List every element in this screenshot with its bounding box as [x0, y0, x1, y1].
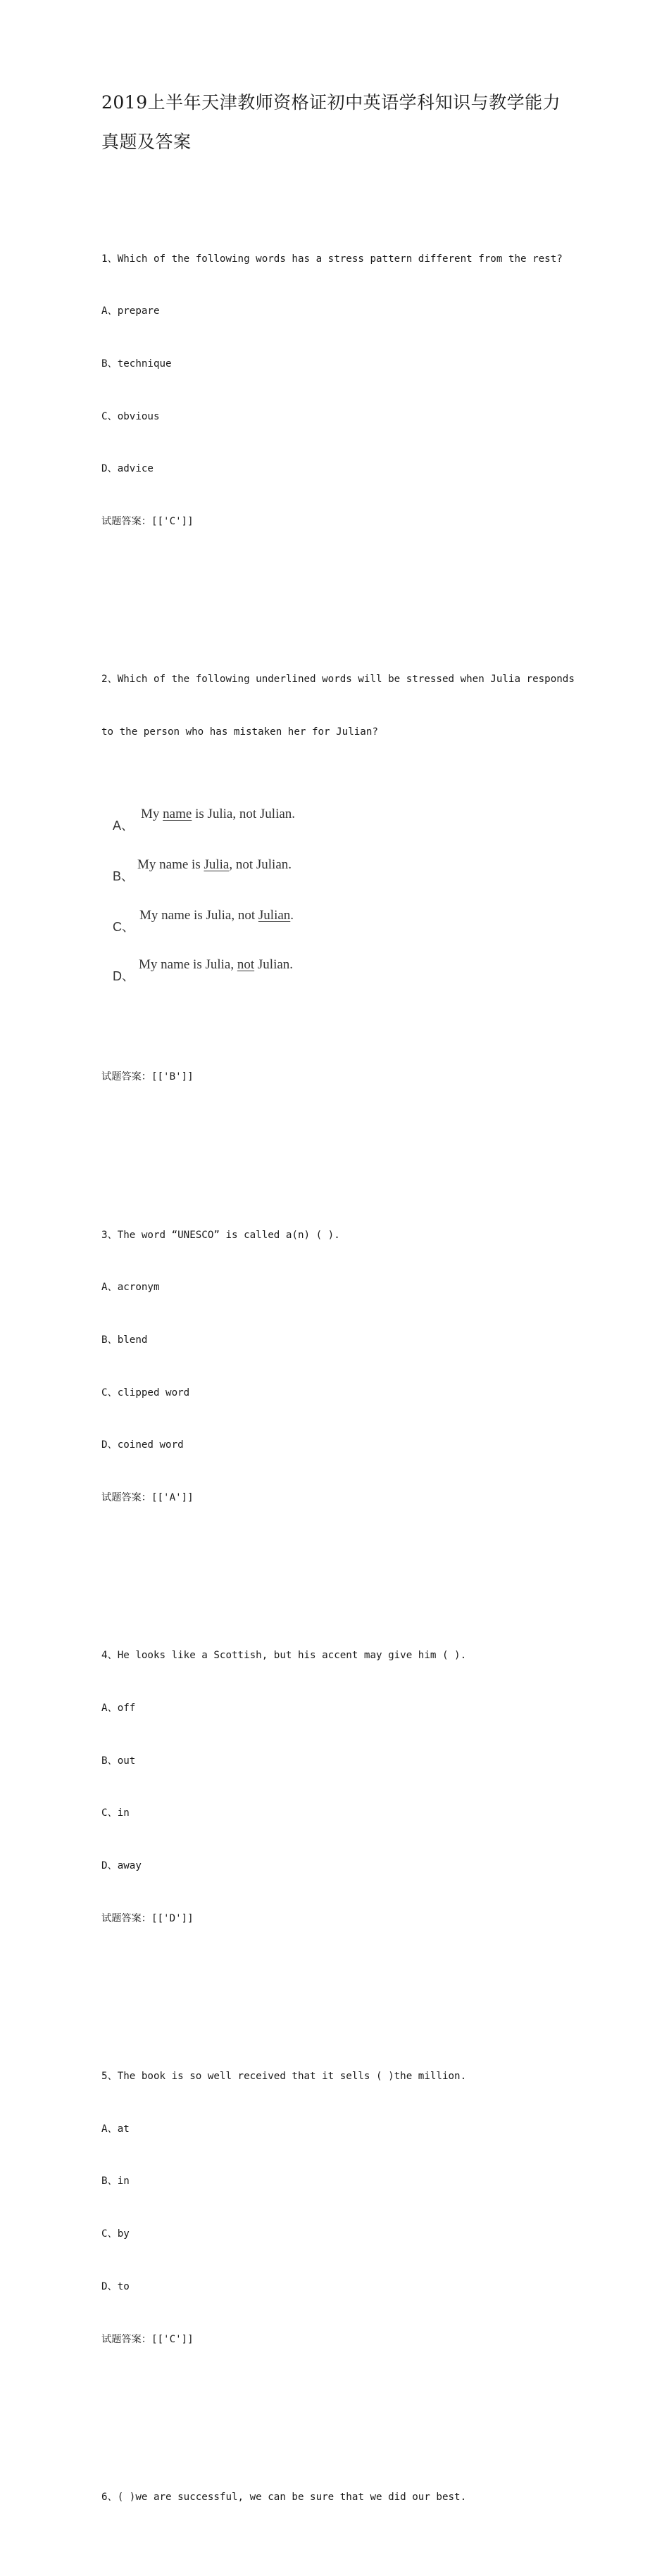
- question-1-stem: 1、Which of the following words has a stress pattern different from the rest?: [101, 253, 563, 265]
- question-2-image-options: [101, 796, 580, 1016]
- question-3-option-d: D、coined word: [101, 1439, 184, 1451]
- document-title: [101, 83, 580, 162]
- question-1-option-d: D、advice: [101, 463, 154, 475]
- underlined-word: Julian: [258, 907, 291, 923]
- option-sentence: [139, 956, 293, 974]
- question-2-option-d: [113, 956, 294, 985]
- document-page: [101, 83, 580, 2576]
- question-3: [101, 1192, 580, 1542]
- sentence-text: is Julia, not Julian.: [192, 806, 296, 821]
- document-title-line-1: 2019上半年天津教师资格证初中英语学科知识与教学能力: [101, 92, 561, 113]
- option-letter: C、: [113, 919, 135, 934]
- question-4-answer: 试题答案：[['D']]: [101, 1912, 194, 1924]
- question-2-option-b: [113, 857, 292, 885]
- question-4-option-c: C、in: [101, 1807, 130, 1819]
- question-3-option-b: B、blend: [101, 1334, 148, 1346]
- underlined-word: name: [163, 806, 192, 821]
- underlined-word: Julia: [204, 857, 230, 872]
- question-2: [101, 636, 580, 1121]
- question-5-option-b: B、in: [101, 2176, 130, 2187]
- question-5-answer: 试题答案：[['C']]: [101, 2333, 194, 2345]
- question-3-stem: 3、The word “UNESCO” is called a(n) ( ).: [101, 1229, 340, 1241]
- document-title-line-2: 真题及答案: [101, 132, 192, 152]
- question-2-option-a: [113, 806, 296, 834]
- question-4: [101, 1612, 580, 1962]
- question-1-answer: 试题答案：[['C']]: [101, 516, 194, 528]
- question-4-option-b: B、out: [101, 1755, 136, 1767]
- question-5-option-a: A、at: [101, 2123, 130, 2135]
- question-2-answer: 试题答案：[['B']]: [101, 1071, 194, 1083]
- option-letter: B、: [113, 869, 135, 883]
- option-sentence: [141, 806, 295, 823]
- question-1-option-c: C、obvious: [101, 410, 160, 422]
- option-letter: A、: [113, 818, 135, 833]
- question-4-option-a: A、off: [101, 1702, 136, 1714]
- question-3-option-c: C、clipped word: [101, 1387, 190, 1399]
- sentence-text: Julian.: [254, 956, 294, 972]
- question-4-stem: 4、He looks like a Scottish, but his accent may give him ( ).: [101, 1650, 467, 1662]
- option-sentence: [139, 907, 294, 925]
- question-2-option-c: [113, 907, 294, 935]
- sentence-text: .: [290, 907, 294, 923]
- question-5: [101, 2033, 580, 2383]
- sentence-text: My name is Julia,: [139, 956, 237, 972]
- question-3-option-a: A、acronym: [101, 1282, 160, 1294]
- question-1: [101, 215, 580, 566]
- sentence-text: My name is: [137, 857, 204, 872]
- option-sentence: [137, 857, 292, 874]
- question-6: [101, 2454, 580, 2542]
- sentence-text: My: [141, 806, 163, 821]
- question-list: [101, 162, 580, 2576]
- question-5-option-c: C、by: [101, 2228, 130, 2240]
- question-6-stem: 6、( )we are successful, we can be sure that we did our best.: [101, 2491, 467, 2503]
- sentence-text: My name is Julia, not: [139, 907, 258, 923]
- question-2-stem-line-2: to the person who has mistaken her for Julian?: [101, 726, 378, 738]
- underlined-word: not: [237, 956, 255, 972]
- question-1-option-a: A、prepare: [101, 305, 160, 317]
- sentence-text: , not Julian.: [229, 857, 292, 872]
- question-5-stem: 5、The book is so well received that it sells ( )the million.: [101, 2071, 467, 2082]
- question-3-answer: 试题答案：[['A']]: [101, 1492, 194, 1504]
- option-letter: D、: [113, 968, 135, 983]
- question-1-option-b: B、technique: [101, 358, 172, 370]
- question-4-option-d: D、away: [101, 1860, 142, 1872]
- question-5-option-d: D、to: [101, 2280, 130, 2292]
- question-2-stem-line-1: 2、Which of the following underlined words will be stressed when Julia responds: [101, 674, 575, 686]
